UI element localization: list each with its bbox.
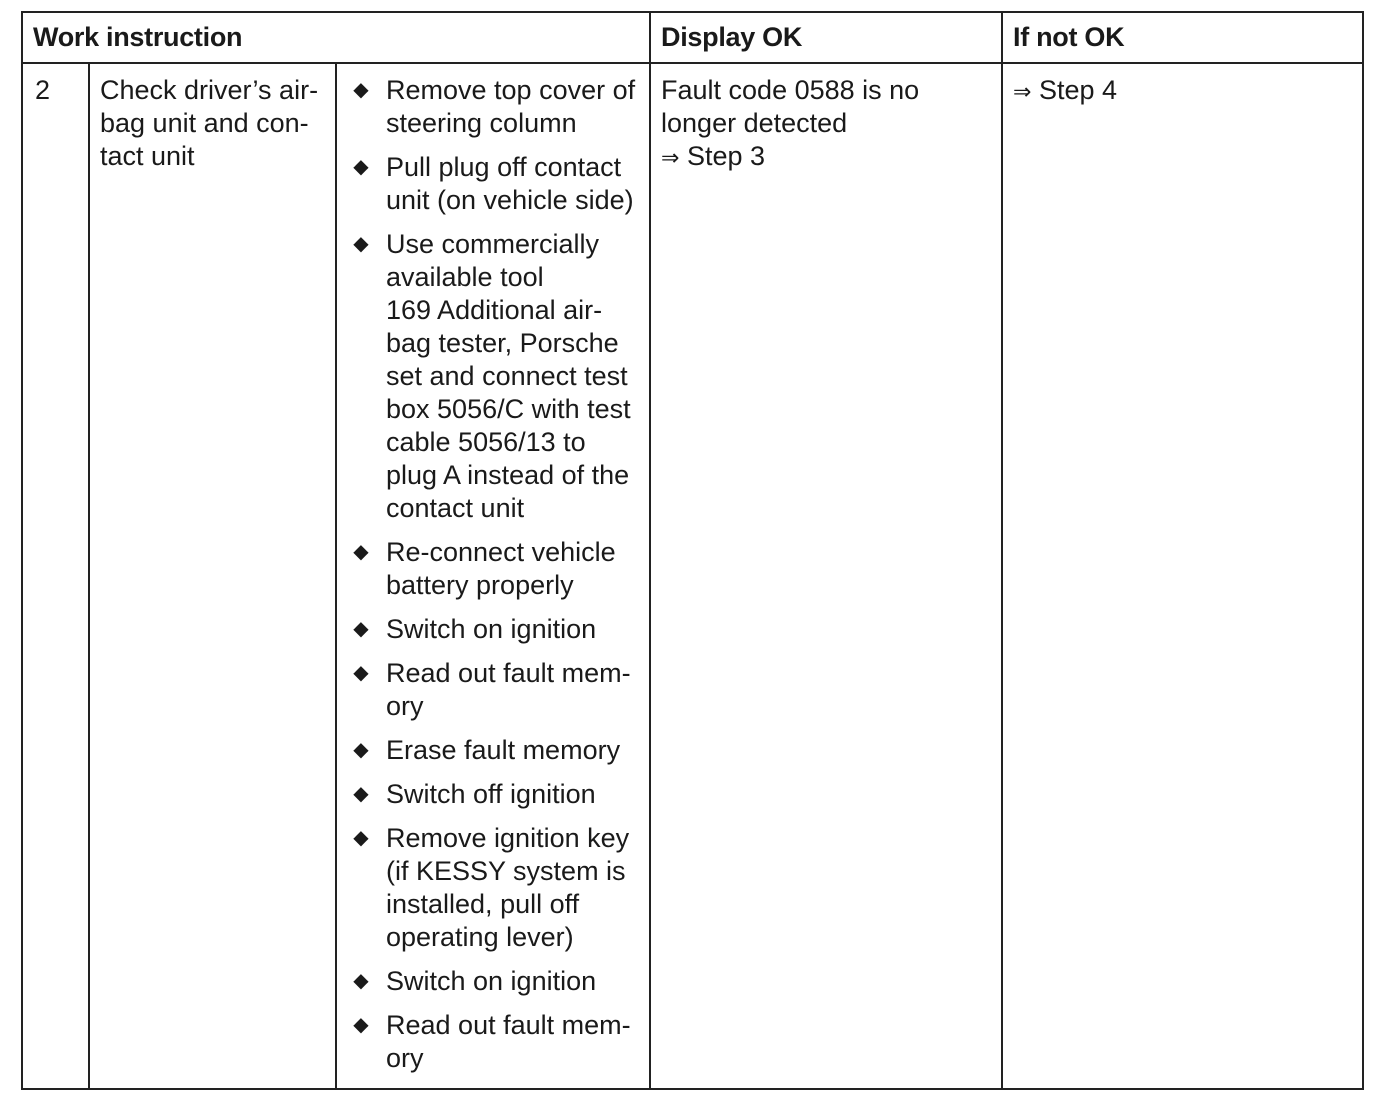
action-item <box>349 778 645 811</box>
header-display-ok: Display OK <box>650 12 1002 63</box>
diamond-bullet-icon: ◆ <box>353 233 369 255</box>
action-item <box>349 965 645 998</box>
action-item <box>349 657 645 723</box>
diamond-bullet-icon: ◆ <box>353 662 369 684</box>
work-instruction-table <box>21 11 1364 1090</box>
header-if-not-ok: If not OK <box>1002 12 1363 63</box>
table-row <box>22 63 1363 1089</box>
diamond-bullet-icon: ◆ <box>353 156 369 178</box>
step-number: 2 <box>22 63 89 1089</box>
action-item <box>349 151 645 217</box>
action-text: Pull plug off contact unit (on vehicle side) <box>386 152 634 215</box>
action-text: Remove ignition key (if KESSY system is installed, pull off operating lever) <box>386 823 630 952</box>
step-title: Check driver’s air- bag unit and con- tact unit <box>89 63 336 1089</box>
diamond-bullet-icon: ◆ <box>353 541 369 563</box>
header-work-instruction: Work instruction <box>22 12 650 63</box>
action-text: Use commercially available tool 169 Additional air- bag tester, Porsche set and connect test box 5056/C with test cable 5056/13 to plug A instead of the contact unit <box>386 229 631 523</box>
display-ok-text: Fault code 0588 is no longer detected <box>661 75 920 138</box>
action-item <box>349 613 645 646</box>
action-text: Switch off ignition <box>386 779 596 809</box>
if-not-ok-step-label: Step 4 <box>1038 75 1118 105</box>
action-item <box>349 228 645 525</box>
diamond-bullet-icon: ◆ <box>353 618 369 640</box>
action-list-cell <box>336 63 650 1089</box>
arrow-right-icon: ⇒ <box>1013 80 1032 105</box>
if-not-ok-cell <box>1002 63 1363 1089</box>
action-text: Switch on ignition <box>386 614 597 644</box>
diamond-bullet-icon: ◆ <box>353 1014 369 1036</box>
action-text: Remove top cover of steering column <box>386 75 636 138</box>
action-item <box>349 822 645 954</box>
diamond-bullet-icon: ◆ <box>353 970 369 992</box>
diamond-bullet-icon: ◆ <box>353 827 369 849</box>
action-text: Read out fault mem- ory <box>386 1010 631 1073</box>
display-ok-step-label: Step 3 <box>686 141 766 171</box>
action-text: Switch on ignition <box>386 966 597 996</box>
arrow-right-icon: ⇒ <box>661 146 680 171</box>
action-text: Erase fault memory <box>386 735 621 765</box>
display-ok-cell <box>650 63 1002 1089</box>
action-item <box>349 74 645 140</box>
action-item <box>349 536 645 602</box>
display-ok-next-step <box>661 140 993 175</box>
action-list <box>349 74 645 1075</box>
action-text: Re-connect vehicle battery properly <box>386 537 616 600</box>
diamond-bullet-icon: ◆ <box>353 783 369 805</box>
diamond-bullet-icon: ◆ <box>353 739 369 761</box>
action-item <box>349 734 645 767</box>
diamond-bullet-icon: ◆ <box>353 79 369 101</box>
action-text: Read out fault mem- ory <box>386 658 631 721</box>
table-header-row <box>22 12 1363 63</box>
action-item <box>349 1009 645 1075</box>
